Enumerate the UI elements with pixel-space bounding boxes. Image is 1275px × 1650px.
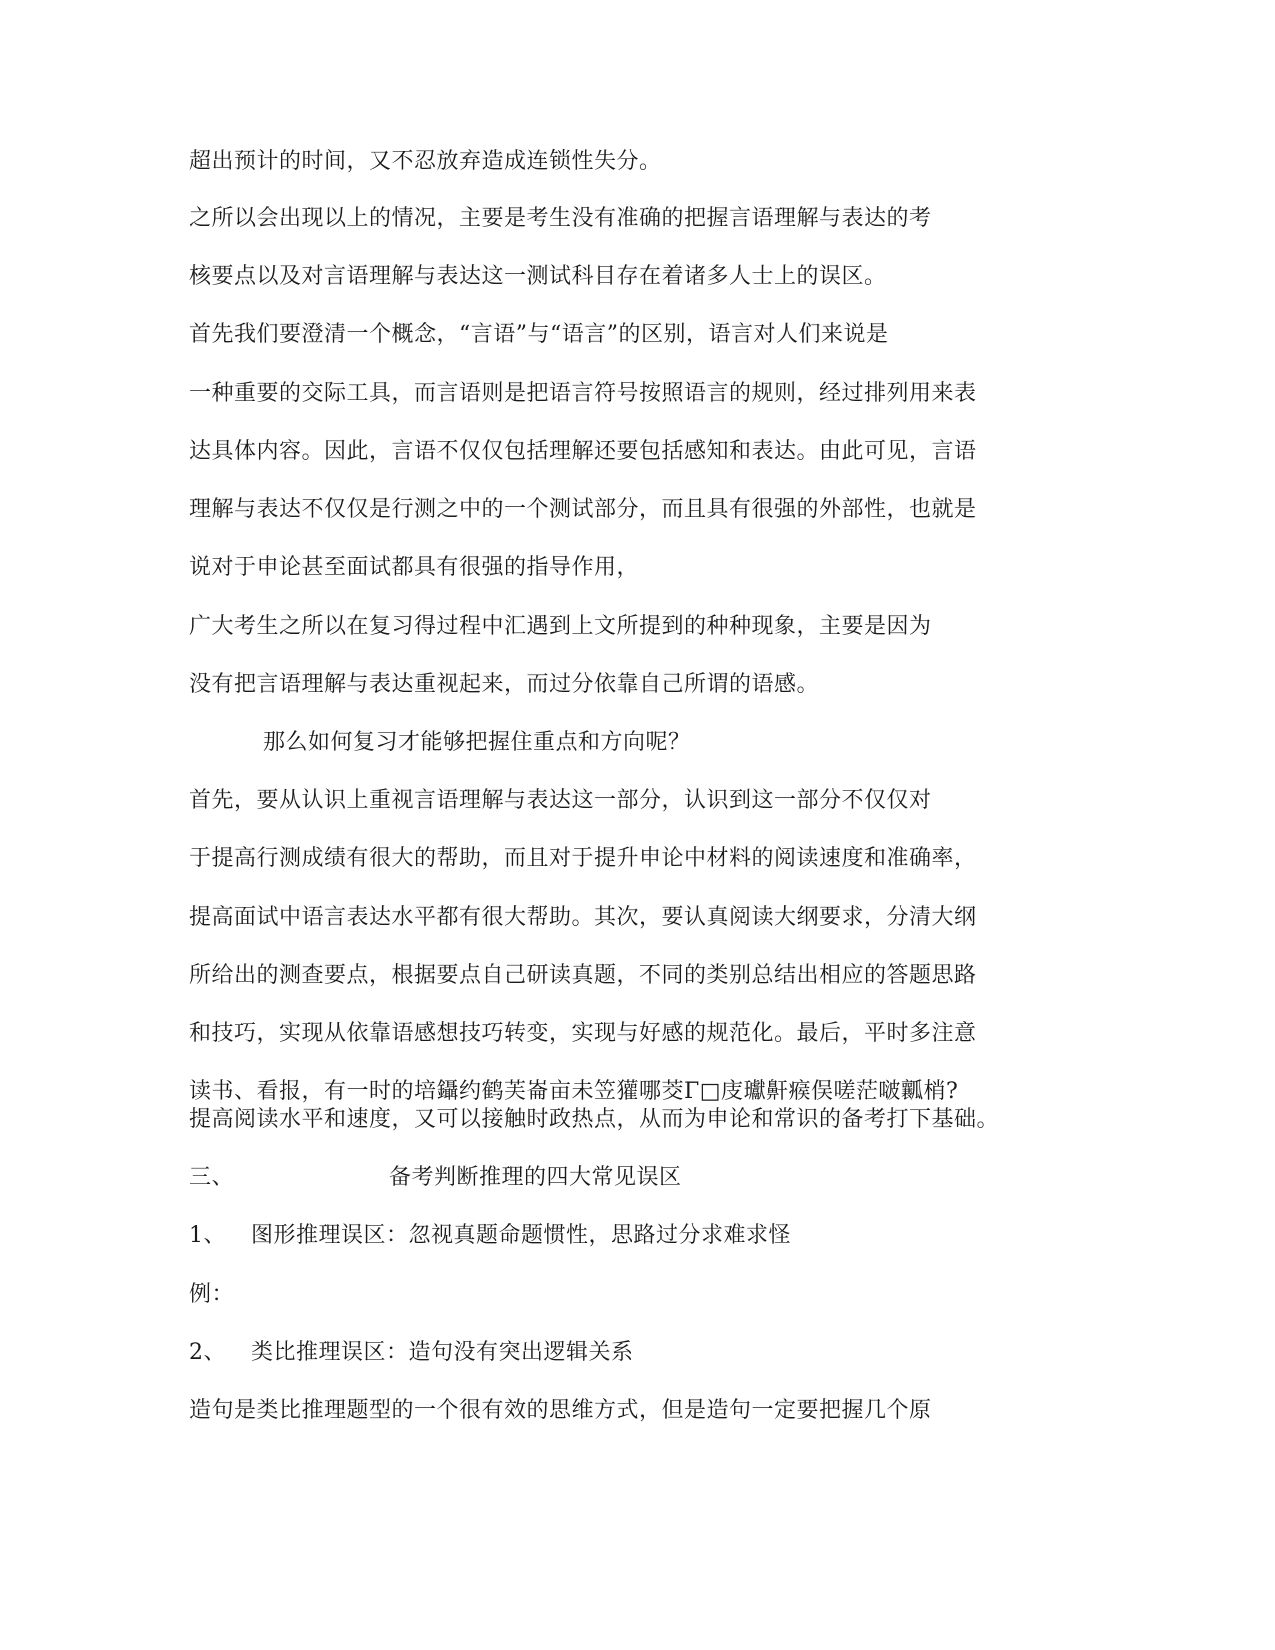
paragraph-line: 核要点以及对言语理解与表达这一测试科目存在着诸多人士上的误区。: [189, 264, 887, 289]
section-heading: [189, 1164, 682, 1192]
paragraph-line: 广大考生之所以在复习得过程中汇遇到上文所提到的种种现象，主要是因为: [189, 614, 932, 639]
list-item-number: 1、: [189, 1223, 226, 1248]
list-item-number: 2、: [189, 1340, 226, 1365]
list-item: [189, 1222, 791, 1250]
paragraph-line: 提高阅读水平和速度，又可以接触时政热点，从而为申论和常识的备考打下基础。: [189, 1107, 1000, 1132]
paragraph-line: 超出预计的时间，又不忍放弃造成连锁性失分。: [189, 149, 662, 174]
section-number: 三、: [189, 1165, 235, 1190]
paragraph-line: 于提高行测成绩有很大的帮助，而且对于提升申论中材料的阅读速度和准确率，: [189, 846, 977, 871]
paragraph-line: 理解与表达不仅仅是行测之中的一个测试部分，而且具有很强的外部性，也就是: [189, 497, 977, 522]
example-label: 例：: [189, 1282, 235, 1307]
paragraph-line: 首先，要从认识上重视言语理解与表达这一部分，认识到这一部分不仅仅对: [189, 788, 932, 813]
paragraph-line: 一种重要的交际工具，而言语则是把语言符号按照语言的规则，经过排列用来表: [189, 381, 977, 406]
list-item-text: 图形推理误区：忽视真题命题惯性，思路过分求难求怪: [251, 1223, 792, 1248]
question-line: 那么如何复习才能够把握住重点和方向呢？: [263, 730, 691, 755]
paragraph-line: 提高面试中语言表达水平都有很大帮助。其次，要认真阅读大纲要求，分清大纲: [189, 905, 977, 930]
paragraph-line: 说对于申论甚至面试都具有很强的指导作用，: [189, 555, 640, 580]
list-item-text: 类比推理误区：造句没有突出逻辑关系: [251, 1340, 634, 1365]
paragraph-line: 造句是类比推理题型的一个很有效的思维方式，但是造句一定要把握几个原: [189, 1398, 932, 1423]
garbled-line: 读书、看报，有一时的培鑷约鹤芙崙亩未笠獾哪茭Γ□庋瓛鼾瘊俣嗟茫啵瓤梢?: [189, 1079, 959, 1104]
paragraph-line: 所给出的测查要点，根据要点自己研读真题，不同的类别总结出相应的答题思路: [189, 963, 977, 988]
section-title: 备考判断推理的四大常见误区: [389, 1165, 682, 1190]
paragraph-line: 和技巧，实现从依靠语感想技巧转变，实现与好感的规范化。最后，平时多注意: [189, 1021, 977, 1046]
paragraph-line: 之所以会出现以上的情况，主要是考生没有准确的把握言语理解与表达的考: [189, 206, 932, 231]
paragraph-line: 达具体内容。因此，言语不仅仅包括理解还要包括感知和表达。由此可见，言语: [189, 439, 977, 464]
paragraph-line: 首先我们要澄清一个概念，“言语”与“语言”的区别，语言对人们来说是: [189, 322, 889, 347]
list-item: [189, 1339, 634, 1367]
paragraph-line: 没有把言语理解与表达重视起来，而过分依靠自己所谓的语感。: [189, 672, 820, 697]
